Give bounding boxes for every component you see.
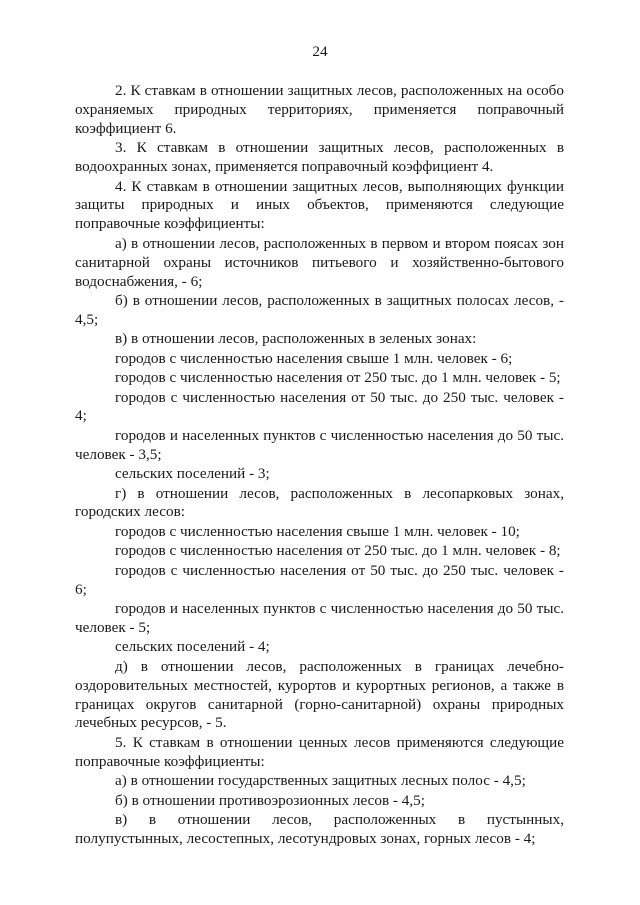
- paragraph-item-5v: в) в отношении лесов, расположенных в пустынных, полупустынных, лесостепных, лесотундровых зонах, горных лесов - 4;: [75, 810, 564, 847]
- document-body: [75, 82, 564, 849]
- paragraph-item-4a: а) в отношении лесов, расположенных в первом и втором поясах зон санитарной охраны источников питьевого и хозяйственно-бытового водоснабжения, - 6;: [75, 234, 564, 290]
- paragraph-item-5b: б) в отношении противоэрозионных лесов - 4,5;: [115, 791, 425, 809]
- list-item: сельских поселений - 4;: [115, 638, 270, 656]
- list-item: городов с численностью населения от 250 тыс. до 1 млн. человек - 5;: [115, 369, 561, 387]
- paragraph-item-2: 2. К ставкам в отношении защитных лесов, расположенных на особо охраняемых природных территориях, применяется поправочный коэффициент 6.: [75, 82, 564, 137]
- list-item: городов с численностью населения свыше 1 млн. человек - 10;: [115, 522, 520, 540]
- page-number: 24: [312, 43, 328, 60]
- paragraph-item-4v: в) в отношении лесов, расположенных в зеленых зонах:: [115, 330, 477, 348]
- paragraph-item-4: 4. К ставкам в отношении защитных лесов, выполняющих функции защиты природных и иных объектов, применяются следующие поправочные коэффициенты:: [75, 177, 564, 233]
- list-item: городов и населенных пунктов с численностью населения до 50 тыс. человек - 3,5;: [75, 426, 564, 463]
- list-item: городов с численностью населения от 250 тыс. до 1 млн. человек - 8;: [115, 542, 561, 560]
- list-item: городов с численностью населения от 50 тыс. до 250 тыс. человек - 4;: [75, 388, 564, 425]
- paragraph-item-5: 5. К ставкам в отношении ценных лесов применяются следующие поправочные коэффициенты:: [75, 733, 564, 770]
- list-item: городов с численностью населения от 50 тыс. до 250 тыс. человек - 6;: [75, 561, 564, 598]
- list-item: городов с численностью населения свыше 1 млн. человек - 6;: [115, 349, 513, 367]
- paragraph-item-4d: д) в отношении лесов, расположенных в границах лечебно-оздоровительных местностей, курортов и курортных регионов, а также в границах округов санитарной (горно-санитарной) охраны природных лечебных ресурсов, - 5.: [75, 657, 564, 732]
- list-item: сельских поселений - 3;: [115, 465, 270, 483]
- paragraph-item-5a: а) в отношении государственных защитных лесных полос - 4,5;: [115, 772, 526, 790]
- paragraph-item-3: 3. К ставкам в отношении защитных лесов, расположенных в водоохранных зонах, применяется поправочный коэффициент 4.: [75, 139, 564, 176]
- paragraph-item-4g: г) в отношении лесов, расположенных в лесопарковых зонах, городских лесов:: [75, 484, 564, 521]
- paragraph-item-4b: б) в отношении лесов, расположенных в защитных полосах лесов, - 4,5;: [75, 291, 564, 328]
- list-item: городов и населенных пунктов с численностью населения до 50 тыс. человек - 5;: [75, 599, 564, 636]
